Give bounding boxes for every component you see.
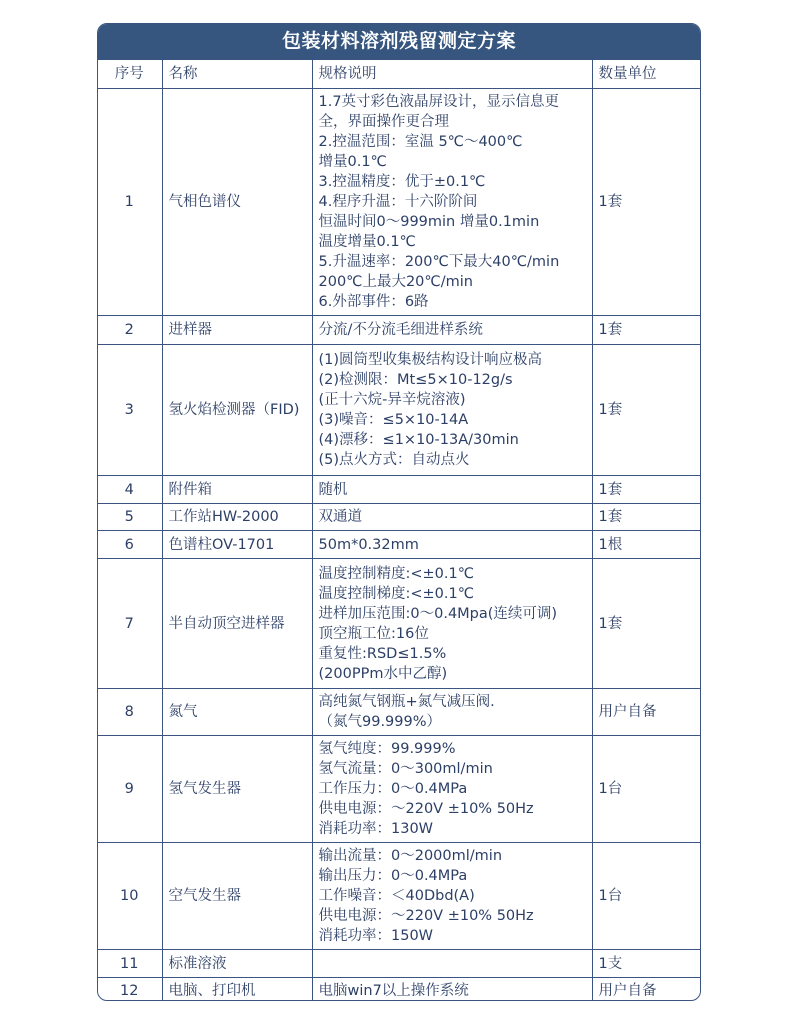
cell-no: 10 — [97, 843, 162, 950]
table-row — [97, 736, 701, 843]
cell-no: 12 — [97, 978, 162, 1002]
spec-line: 进样加压范围:0～0.4Mpa(连续可调) — [318, 605, 558, 622]
spec-line: (4)漂移：≤1×10-13A/30min — [318, 432, 519, 448]
cell-spec — [312, 89, 592, 316]
spec-line: 随机 — [318, 481, 348, 498]
spec-line: 电脑win7以上操作系统 — [318, 982, 469, 999]
spec-line: 恒温时间0～999min 增量0.1min — [318, 214, 540, 230]
spec-line: (3)噪音：≤5×10-14A — [318, 412, 469, 428]
spec-line: 温度控制精度:<±0.1℃ — [318, 565, 475, 582]
table-row — [97, 559, 701, 689]
cell-name: 工作站HW-2000 — [162, 504, 312, 531]
table-row — [97, 504, 701, 531]
spec-line: 温度增量0.1℃ — [318, 234, 416, 250]
spec-line: (200PPm水中乙醇) — [318, 665, 448, 682]
cell-no: 5 — [97, 504, 162, 531]
cell-spec — [312, 978, 592, 1002]
cell-name: 氮气 — [162, 689, 312, 736]
cell-no: 7 — [97, 559, 162, 689]
cell-no: 1 — [97, 89, 162, 316]
cell-no: 3 — [97, 345, 162, 476]
spec-line: 氢气纯度：99.999% — [318, 741, 456, 757]
cell-name: 进样器 — [162, 316, 312, 345]
spec-line: 3.控温精度：优于±0.1℃ — [318, 174, 486, 190]
spec-line: 供电电源：～220V ±10% 50Hz — [318, 908, 534, 924]
table-row — [97, 978, 701, 1002]
spec-line: 4.程序升温：十六阶阶间 — [318, 194, 478, 210]
cell-spec — [312, 531, 592, 559]
spec-line: 氢气流量：0～300ml/min — [318, 761, 493, 777]
spec-line: 2.控温范围：室温 5℃～400℃ — [318, 134, 523, 150]
cell-qty: 1套 — [592, 559, 701, 689]
table-row — [97, 476, 701, 504]
spec-line: 消耗功率：150W — [318, 928, 434, 944]
spec-line: 分流/不分流毛细进样系统 — [318, 322, 483, 338]
column-header-no: 序号 — [97, 60, 162, 89]
cell-spec — [312, 316, 592, 345]
cell-qty: 用户自备 — [592, 689, 701, 736]
spec-line: 增量0.1℃ — [318, 154, 387, 170]
spec-line: (正十六烷-异辛烷溶液) — [318, 392, 466, 408]
table-row — [97, 950, 701, 978]
cell-qty: 1套 — [592, 316, 701, 345]
spec-line: 5.升温速率：200℃下最大40℃/min — [318, 254, 560, 270]
spec-line: 高纯氮气钢瓶+氮气减压阀. — [318, 694, 495, 710]
cell-no: 2 — [97, 316, 162, 345]
cell-qty: 1套 — [592, 504, 701, 531]
spec-line: 工作压力：0～0.4MPa — [318, 781, 468, 797]
table-row — [97, 316, 701, 345]
cell-name: 附件箱 — [162, 476, 312, 504]
table-row — [97, 843, 701, 950]
table-row — [97, 689, 701, 736]
cell-name: 氢气发生器 — [162, 736, 312, 843]
spec-line: 工作噪音：＜40Dbd(A) — [318, 888, 475, 904]
cell-spec — [312, 950, 592, 978]
cell-name: 空气发生器 — [162, 843, 312, 950]
spec-line: 输出压力：0～0.4MPa — [318, 868, 468, 884]
cell-no: 9 — [97, 736, 162, 843]
spec-line: 供电电源：～220V ±10% 50Hz — [318, 801, 534, 817]
spec-line: 重复性:RSD≤1.5% — [318, 645, 447, 662]
cell-spec — [312, 559, 592, 689]
cell-name: 气相色谱仪 — [162, 89, 312, 316]
cell-spec — [312, 843, 592, 950]
cell-no: 4 — [97, 476, 162, 504]
spec-line: (2)检测限：Mt≤5×10-12g/s — [318, 372, 513, 388]
spec-line: （氮气99.999%） — [318, 714, 442, 730]
column-header-name: 名称 — [162, 60, 312, 89]
cell-qty: 用户自备 — [592, 978, 701, 1002]
cell-spec — [312, 345, 592, 476]
cell-name: 标准溶液 — [162, 950, 312, 978]
spec-line: 顶空瓶工位:16位 — [318, 625, 429, 642]
cell-name: 电脑、打印机 — [162, 978, 312, 1002]
cell-qty: 1套 — [592, 345, 701, 476]
spec-line: 6.外部事件：6路 — [318, 294, 429, 310]
table-row — [97, 89, 701, 316]
column-header-qty: 数量单位 — [592, 60, 701, 89]
cell-spec — [312, 736, 592, 843]
cell-name: 氢火焰检测器（FID) — [162, 345, 312, 476]
spec-line: 全，界面操作更合理 — [318, 114, 449, 130]
table-title: 包装材料溶剂残留测定方案 — [98, 24, 700, 59]
spec-line: 1.7英寸彩色液晶屏设计，显示信息更 — [318, 94, 560, 110]
cell-qty: 1台 — [592, 736, 701, 843]
cell-no: 6 — [97, 531, 162, 559]
column-header-spec: 规格说明 — [312, 60, 592, 89]
scheme-table-card — [97, 23, 701, 1001]
cell-no: 11 — [97, 950, 162, 978]
cell-name: 色谱柱OV-1701 — [162, 531, 312, 559]
cell-qty: 1套 — [592, 89, 701, 316]
spec-line: 双通道 — [318, 509, 362, 525]
header-row — [97, 60, 701, 89]
cell-spec — [312, 689, 592, 736]
table-row — [97, 531, 701, 559]
spec-line: 消耗功率：130W — [318, 821, 434, 837]
equipment-table — [97, 59, 701, 1001]
cell-spec — [312, 504, 592, 531]
cell-no: 8 — [97, 689, 162, 736]
spec-line: (5)点火方式：自动点火 — [318, 452, 470, 468]
cell-qty: 1套 — [592, 476, 701, 504]
cell-qty: 1支 — [592, 950, 701, 978]
cell-qty: 1根 — [592, 531, 701, 559]
cell-spec — [312, 476, 592, 504]
spec-line: 50m*0.32mm — [318, 536, 419, 553]
spec-line: 输出流量：0～2000ml/min — [318, 848, 503, 864]
spec-line: (1)圆筒型收集极结构设计响应极高 — [318, 352, 543, 368]
spec-line: 200℃上最大20℃/min — [318, 274, 473, 290]
spec-line: 温度控制梯度:<±0.1℃ — [318, 585, 475, 602]
cell-qty: 1台 — [592, 843, 701, 950]
table-row — [97, 345, 701, 476]
cell-name: 半自动顶空进样器 — [162, 559, 312, 689]
